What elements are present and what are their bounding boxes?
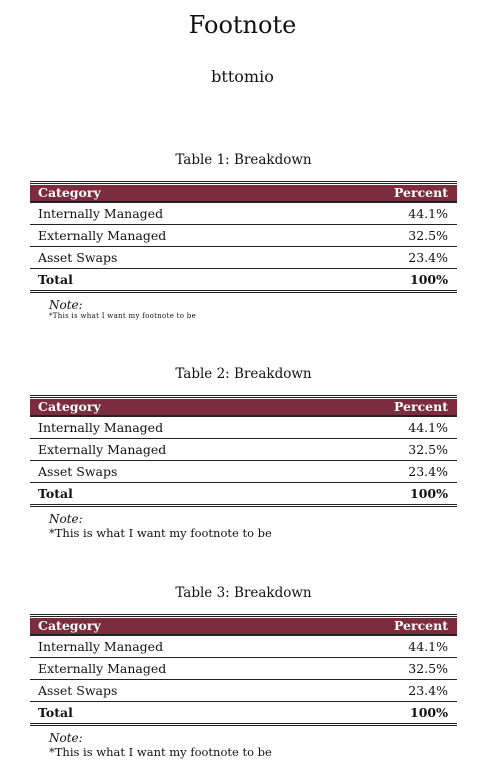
table-3 — [30, 584, 457, 760]
row-percent: 23.4% — [408, 250, 448, 265]
header-percent: Percent — [393, 185, 448, 200]
total-label: Total — [38, 705, 73, 720]
table-header-row — [30, 399, 457, 415]
table-note — [49, 513, 457, 541]
row-category: Internally Managed — [38, 639, 164, 654]
table-caption: Table 2: Breakdown — [175, 366, 312, 382]
header-category: Category — [38, 618, 101, 633]
note-text: *This is what I want my footnote to be — [49, 312, 197, 320]
note-label: Note: — [49, 298, 83, 312]
table-note — [49, 732, 457, 760]
total-label: Total — [38, 272, 73, 287]
header-percent: Percent — [393, 399, 448, 414]
top-rule — [30, 395, 457, 398]
row-category: Externally Managed — [38, 661, 167, 676]
row-percent: 44.1% — [408, 639, 448, 654]
total-value: 100% — [410, 705, 448, 720]
note-text: *This is what I want my footnote to be — [49, 745, 272, 759]
row-category: Externally Managed — [38, 442, 167, 457]
row-percent: 23.4% — [408, 683, 448, 698]
top-rule — [30, 614, 457, 617]
row-percent: 44.1% — [408, 420, 448, 435]
table-row — [30, 460, 457, 482]
header-category: Category — [38, 185, 101, 200]
table-row — [30, 657, 457, 679]
table-header-row — [30, 185, 457, 201]
total-label: Total — [38, 486, 73, 501]
table-row — [30, 224, 457, 246]
row-category: Externally Managed — [38, 228, 167, 243]
table-1 — [30, 151, 457, 321]
bottom-rule — [30, 290, 457, 293]
row-percent: 32.5% — [408, 442, 448, 457]
table-row — [30, 415, 457, 438]
row-category: Asset Swaps — [38, 464, 118, 479]
note-label: Note: — [49, 731, 83, 745]
table-2 — [30, 365, 457, 541]
document-title: Footnote — [188, 11, 297, 39]
total-value: 100% — [410, 272, 448, 287]
total-row — [30, 701, 457, 723]
table-row — [30, 201, 457, 224]
table-caption: Table 1: Breakdown — [175, 152, 312, 168]
bottom-rule — [30, 723, 457, 726]
total-row — [30, 482, 457, 504]
row-category: Internally Managed — [38, 206, 164, 221]
top-rule — [30, 181, 457, 184]
document-author: bttomio — [211, 67, 274, 86]
note-text: *This is what I want my footnote to be — [49, 526, 272, 540]
header-category: Category — [38, 399, 101, 414]
row-percent: 32.5% — [408, 228, 448, 243]
total-value: 100% — [410, 486, 448, 501]
header-percent: Percent — [393, 618, 448, 633]
table-caption: Table 3: Breakdown — [175, 585, 312, 601]
table-row — [30, 679, 457, 701]
bottom-rule — [30, 504, 457, 507]
row-category: Internally Managed — [38, 420, 164, 435]
total-row — [30, 268, 457, 290]
table-header-row — [30, 618, 457, 634]
table-row — [30, 246, 457, 268]
row-percent: 32.5% — [408, 661, 448, 676]
table-note — [49, 299, 457, 321]
table-row — [30, 438, 457, 460]
row-category: Asset Swaps — [38, 250, 118, 265]
note-label: Note: — [49, 512, 83, 526]
table-row — [30, 634, 457, 657]
row-percent: 44.1% — [408, 206, 448, 221]
row-percent: 23.4% — [408, 464, 448, 479]
row-category: Asset Swaps — [38, 683, 118, 698]
